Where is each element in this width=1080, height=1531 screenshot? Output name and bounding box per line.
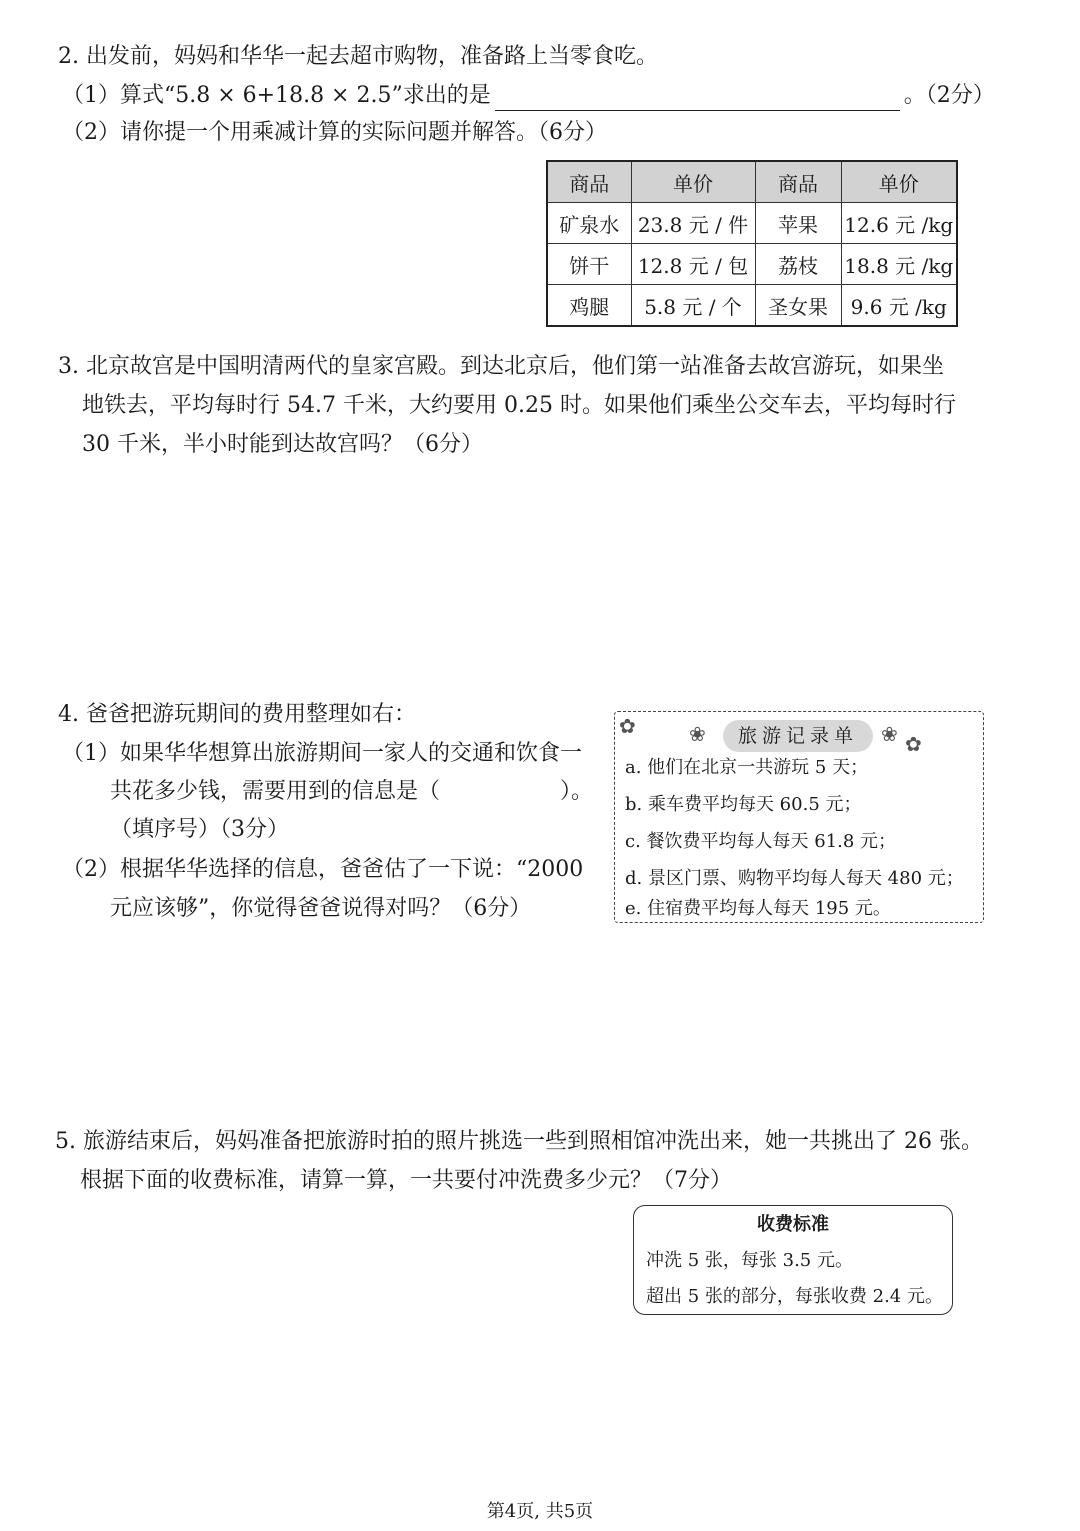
table-row bbox=[547, 285, 957, 327]
q5-line2: 根据下面的收费标准，请算一算，一共要付冲洗费多少元？（7分） bbox=[80, 1168, 732, 1193]
travel-record-box bbox=[614, 711, 984, 923]
item-name: 苹果 bbox=[755, 203, 841, 244]
flower-icon: ✿ bbox=[619, 714, 636, 738]
flower-icon: ❀ bbox=[689, 722, 706, 746]
price-table bbox=[546, 160, 958, 327]
flower-icon: ❀ bbox=[881, 722, 898, 746]
item-name: 荔枝 bbox=[755, 244, 841, 285]
q3-line2: 地铁去，平均每时行 54.7 千米，大约要用 0.25 时。如果他们乘坐公交车去，平均每时行 bbox=[82, 393, 956, 418]
q4-part2-line2: 元应该够”，你觉得爸爸说得对吗？（6分） bbox=[110, 896, 532, 921]
price-table-header bbox=[547, 161, 957, 203]
record-item: c. 餐饮费平均每人每天 61.8 元； bbox=[625, 831, 897, 852]
item-name: 鸡腿 bbox=[547, 285, 631, 327]
flower-icon: ✿ bbox=[905, 732, 922, 756]
fee-line: 冲洗 5 张，每张 3.5 元。 bbox=[646, 1250, 853, 1271]
table-row bbox=[547, 203, 957, 244]
header-cell: 单价 bbox=[631, 161, 755, 203]
fee-standard-box bbox=[633, 1205, 953, 1315]
q2-part1-answer-blank[interactable] bbox=[495, 84, 900, 111]
header-cell: 商品 bbox=[547, 161, 631, 203]
q5-line1: 5. 旅游结束后，妈妈准备把旅游时拍的照片挑选一些到照相馆冲洗出来，她一共挑出了 26 张。 bbox=[55, 1129, 983, 1154]
q4-part1-prefix: 共花多少钱，需要用到的信息是（ bbox=[110, 779, 441, 804]
q2-part1 bbox=[62, 81, 995, 111]
q2-part1-suffix: 。（2分） bbox=[903, 83, 995, 108]
item-price: 23.8 元 / 件 bbox=[631, 203, 755, 244]
record-item: d. 景区门票、购物平均每人每天 480 元； bbox=[625, 868, 964, 889]
q4-part1-line2 bbox=[110, 777, 593, 807]
item-price: 12.6 元 /kg bbox=[841, 203, 957, 244]
q4-part1-suffix: ）。 bbox=[560, 779, 594, 804]
item-name: 饼干 bbox=[547, 244, 631, 285]
q2-part2: （2）请你提一个用乘减计算的实际问题并解答。（6分） bbox=[62, 120, 607, 145]
header-cell: 单价 bbox=[841, 161, 957, 203]
fee-standard-title: 收费标准 bbox=[757, 1214, 829, 1235]
q4-stem: 4. 爸爸把游玩期间的费用整理如右： bbox=[58, 702, 416, 727]
q3-line1: 3. 北京故宫是中国明清两代的皇家宫殿。到达北京后，他们第一站准备去故宫游玩，如果坐 bbox=[58, 354, 944, 379]
page-number: 第4页, 共5页 bbox=[486, 1501, 594, 1522]
price-table-wrap bbox=[546, 160, 958, 327]
item-price: 12.8 元 / 包 bbox=[631, 244, 755, 285]
item-price: 18.8 元 /kg bbox=[841, 244, 957, 285]
item-name: 圣女果 bbox=[755, 285, 841, 327]
table-row bbox=[547, 244, 957, 285]
record-item: a. 他们在北京一共游玩 5 天； bbox=[625, 757, 869, 778]
record-item: b. 乘车费平均每天 60.5 元； bbox=[625, 794, 862, 815]
item-price: 5.8 元 / 个 bbox=[631, 285, 755, 327]
q3-line3: 30 千米，半小时能到达故宫吗？（6分） bbox=[82, 432, 483, 457]
item-price: 9.6 元 /kg bbox=[841, 285, 957, 327]
fee-line: 超出 5 张的部分，每张收费 2.4 元。 bbox=[646, 1286, 943, 1307]
q4-part1-line1: （1）如果华华想算出旅游期间一家人的交通和饮食一 bbox=[62, 741, 582, 766]
q2-stem: 2. 出发前，妈妈和华华一起去超市购物，准备路上当零食吃。 bbox=[58, 44, 658, 69]
travel-record-title: 旅游记录单 bbox=[723, 720, 873, 752]
record-item: e. 住宿费平均每人每天 195 元。 bbox=[625, 898, 891, 919]
item-name: 矿泉水 bbox=[547, 203, 631, 244]
q2-part1-prefix: （1）算式“5.8 × 6+18.8 × 2.5”求出的是 bbox=[62, 83, 491, 108]
q4-part2-line1: （2）根据华华选择的信息，爸爸估了一下说：“2000 bbox=[62, 857, 584, 882]
header-cell: 商品 bbox=[755, 161, 841, 203]
q4-part1-line3: （填序号）（3分） bbox=[110, 817, 289, 842]
